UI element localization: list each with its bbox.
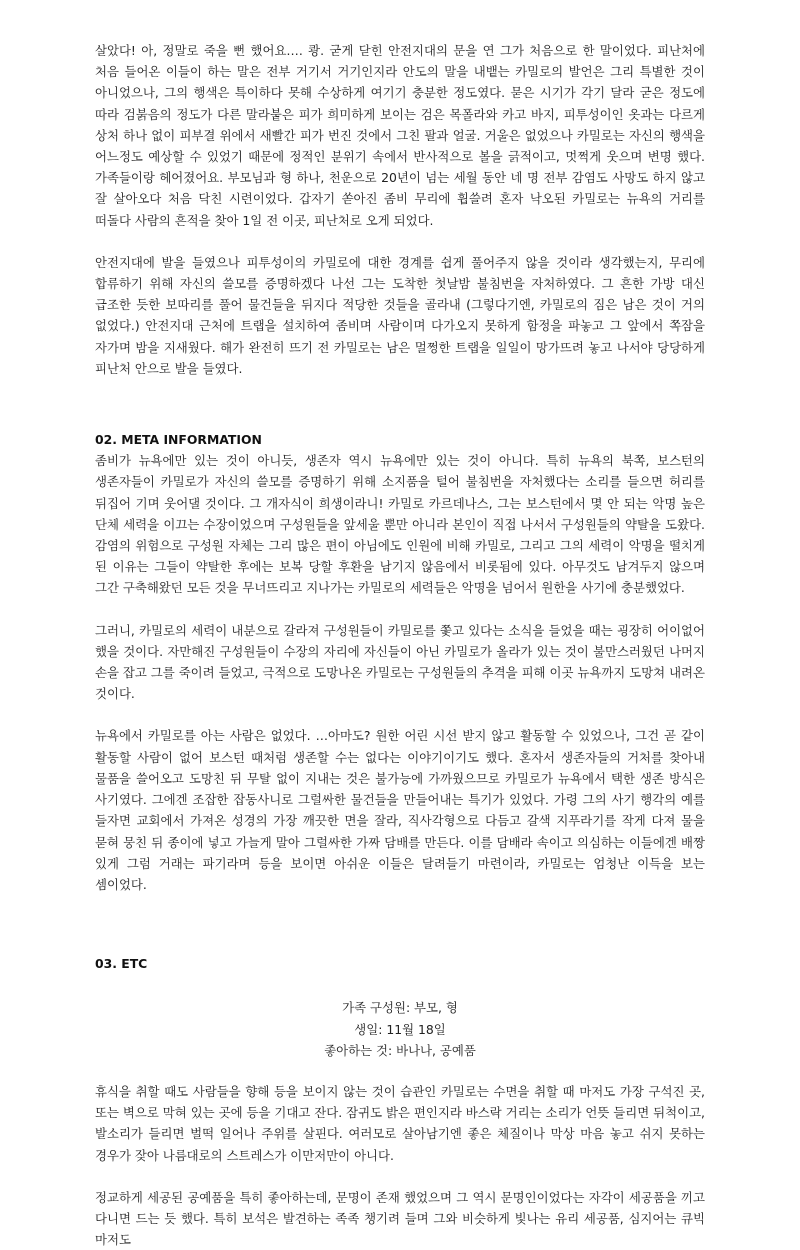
section-intro [95, 40, 705, 379]
birthday-info: 생일: 11월 18일 [354, 1021, 446, 1037]
document-page [95, 40, 705, 1250]
paragraph: 살았다! 아, 정말로 죽을 뻔 했어요…. 쾅. 굳게 닫힌 안전지대의 문을 연 그가 처음으로 한 말이었다. 피난처에 처음 들어온 이들이 하는 말은 전부 거기서 거기인지라 안도의 말을 내뱉는 카밀로의 발언은 그리 특별한 것이 아니었으나, 그의 행색은 특이하다 못해 수상하게 여기기 충분한 정도였다. 묻은 시기가 각기 달라 굳은 정도에 따라 검붉음의 정도가 다른 말라붙은 피가 희미하게 보이는 검은 목폴라와 카고 바지, 피투성이인 옷과는 다르게 상처 하나 없이 피부결 위에서 새빨간 피가 번진 것에서 그친 팔과 얼굴. 거울은 없었으나 카밀로는 자신의 행색을 어느정도 예상할 수 있었기 때문에 정적인 분위기 속에서 반사적으로 볼을 긁적이고, 멋쩍게 웃으며 변명 했다. 가족들이랑 헤어졌어요. 부모님과 형 하나, 천운으로 20년이 넘는 세월 동안 네 명 전부 감염도 사망도 하지 않고 잘 살아오다 처음 닥친 시련이었다. 갑자기 쏟아진 좀비 무리에 휩쓸려 혼자 낙오된 카밀로는 뉴욕의 거리를 떠돌다 사람의 흔적을 찾아 1일 전 이곳, 피난처로 오게 되었다. [95, 43, 705, 228]
paragraph: 좀비가 뉴욕에만 있는 것이 아니듯, 생존자 역시 뉴욕에만 있는 것이 아니다. 특히 뉴욕의 북쪽, 보스턴의 생존자들이 카밀로가 자신의 쓸모를 증명하기 위해 소지품을 털어 불침번을 자처했다는 소리를 들으면 허리를 뒤집어 기며 웃어댈 것이다. 그 개자식이 희생이라니! 카밀로 카르데나스, 그는 보스턴에서 몇 안 되는 악명 높은 단체 세력을 이끄는 수장이었으며 구성원들을 앞세울 뿐만 아니라 본인이 직접 나서서 구성원들의 약탈을 도왔다. 감염의 위험으로 구성원 자체는 그리 많은 편이 아님에도 인원에 비해 카밀로, 그리고 그의 세력이 악명을 떨치게 된 이유는 그들이 약탈한 후에는 보복 당할 후환을 남기지 않음에서 비롯됨에 있다. 아무것도 남겨두지 않으며 그간 구축해왔던 모든 것을 무너뜨리고 지나가는 카밀로의 세력들은 악명을 넘어서 원한을 사기에 충분했었다. [95, 453, 705, 596]
paragraph: 휴식을 취할 때도 사람들을 향해 등을 보이지 않는 것이 습관인 카밀로는 수면을 취할 때 마저도 가장 구석진 곳, 또는 벽으로 막혀 있는 곳에 등을 기대고 잔다. 잠귀도 밝은 편인지라 바스락 거리는 소리가 언뜻 들리면 뒤척이고, 발소리가 들리면 벌떡 일어나 주위를 살핀다. 여러모로 살아남기엔 좋은 체질이나 막상 마음 놓고 쉬지 못하는 경우가 잦아 나름대로의 스트레스가 이만저만이 아니다. [95, 1083, 705, 1163]
paragraph: 그러니, 카밀로의 세력이 내분으로 갈라져 구성원들이 카밀로를 쫓고 있다는 소식을 들었을 때는 굉장히 어이없어 했을 것이다. 자만해진 구성원들이 수장의 자리에 자신들이 아닌 카밀로가 올라가 있는 것이 불만스러웠던 나머지 손을 잡고 그를 죽이려 들었고, 극적으로 도망나온 카밀로는 구성원들의 추격을 피해 이곳 뉴욕까지 도망쳐 내려온 것이다. [95, 622, 705, 702]
section-heading: 03. ETC [95, 956, 148, 972]
paragraph: 안전지대에 발을 들였으나 피투성이의 카밀로에 대한 경계를 쉽게 풀어주지 않을 것이라 생각했는지, 무리에 합류하기 위해 자신의 쓸모를 증명하겠다 나선 그는 도착한 첫날밤 불침번을 자처하였다. 그 흔한 가방 대신 급조한 듯한 보따리를 풀어 물건들을 뒤지다 적당한 것들을 골라내 (그렇다기엔, 카밀로의 짐은 남은 것이 거의 없었다.) 안전지대 근처에 트랩을 설치하여 좀비며 사람이며 다가오지 못하게 함정을 파놓고 그 앞에서 쪽잠을 자가며 밤을 지새웠다. 해가 완전히 뜨기 전 카밀로는 남은 멀쩡한 트랩을 일일이 망가뜨려 놓고 나서야 당당하게 피난처 안으로 발을 들였다. [95, 254, 705, 376]
family-info: 가족 구성원: 부모, 형 [342, 1000, 458, 1016]
section-heading: 02. META INFORMATION [95, 432, 262, 448]
profile-info-block [95, 997, 705, 1061]
paragraph: 뉴욕에서 카밀로를 아는 사람은 없었다. …아마도? 원한 어린 시선 받지 않고 활동할 수 있었으나, 그건 곧 같이 활동할 사람이 없어 보스턴 때처럼 생존할 수는 없다는 이야기이기도 했다. 혼자서 생존자들의 거처를 찾아내 물품을 쓸어오고 도망친 뒤 무탈 없이 지내는 것은 불가능에 가까웠으므로 카밀로가 뉴욕에서 택한 생존 방식은 사기였다. 그에겐 조잡한 잡동사니로 그럴싸한 물건들을 만들어내는 특기가 있었다. 가령 그의 사기 행각의 예를 들자면 교회에서 가져온 성경의 가장 깨끗한 면을 잘라, 직사각형으로 다듬고 갈색 지푸라기를 작게 다져 물을 묻혀 뭉친 뒤 종이에 넣고 가늘게 말아 그럴싸한 가짜 담배를 만든다. 이를 담배라 속이고 의심하는 이들에겐 배짱 있게 그럼 거래는 파기라며 등을 보이면 아쉬운 이들은 달려들기 마련이라, 카밀로는 엄청난 이득을 보는 셈이었다. [95, 728, 705, 892]
section-meta-information [95, 429, 705, 895]
likes-info: 좋아하는 것: 바나나, 공예품 [324, 1042, 476, 1058]
paragraph: 정교하게 세공된 공예품을 특히 좋아하는데, 문명이 존재 했었으며 그 역시 문명인이었다는 자각이 세공품을 끼고 다니면 드는 듯 했다. 특히 보석은 발견하는 족족 챙기려 들며 그와 비슷하게 빛나는 유리 세공품, 심지어는 큐빅 마저도 [95, 1189, 705, 1248]
section-etc [95, 953, 705, 1250]
